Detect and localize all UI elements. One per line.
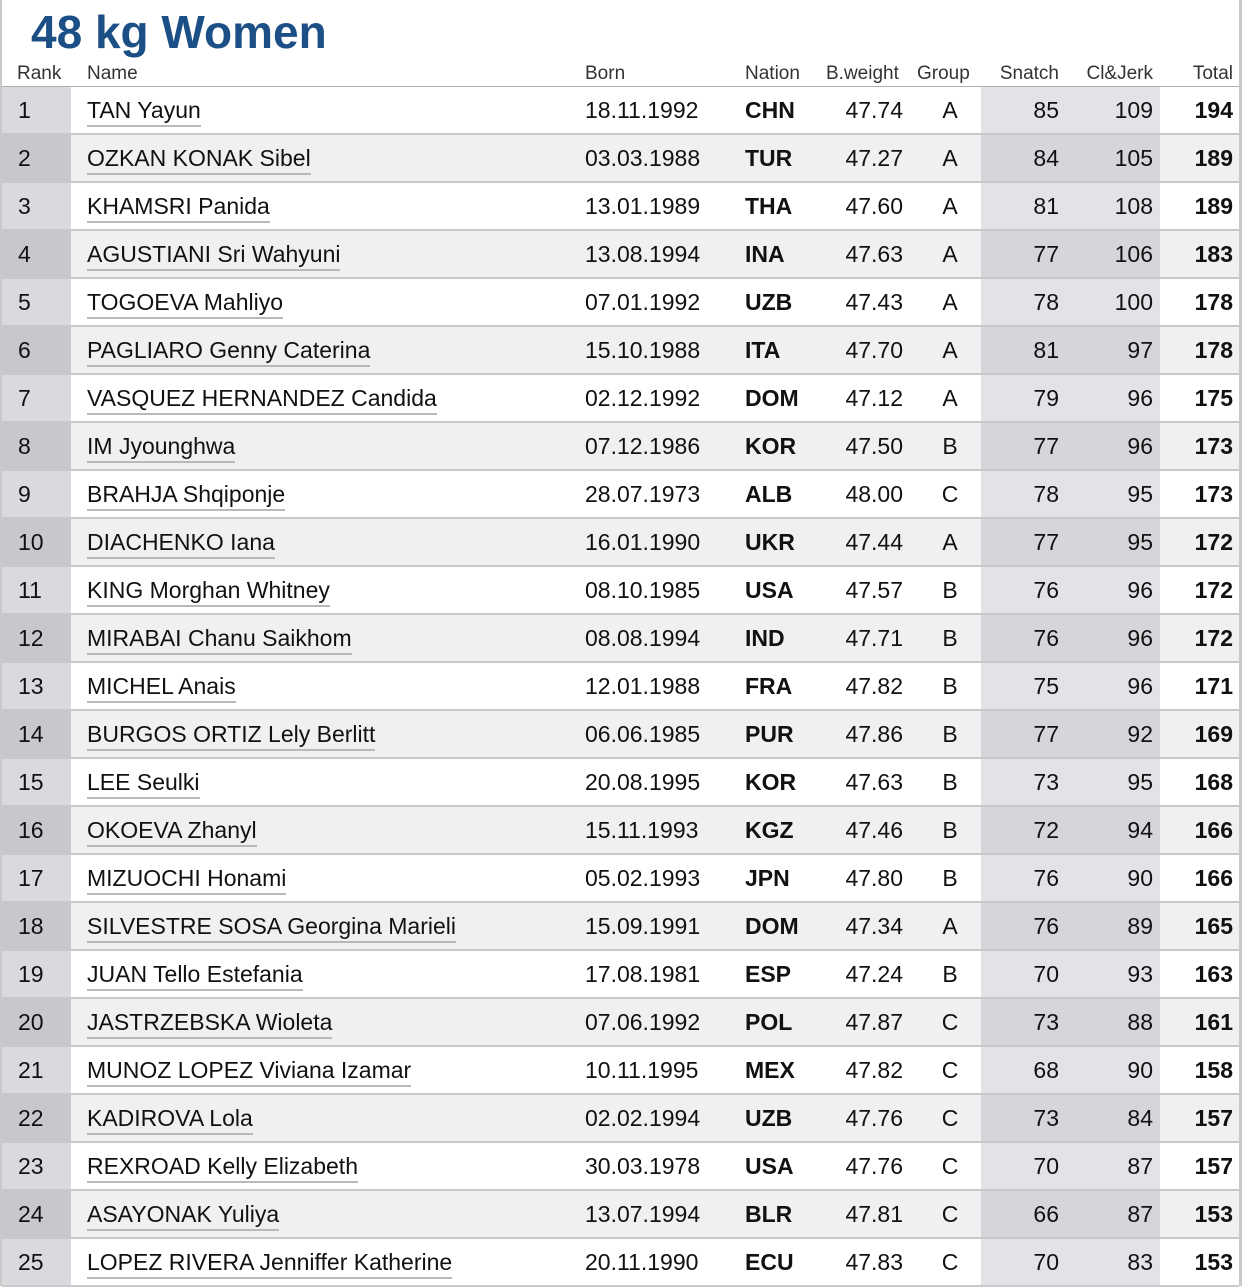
rank-cell: 14 bbox=[18, 721, 44, 747]
nation-cell: KGZ bbox=[745, 817, 794, 843]
rank-cell: 10 bbox=[18, 529, 44, 555]
athlete-name-cell bbox=[87, 903, 456, 949]
clean-jerk-cell: 105 bbox=[1114, 145, 1153, 171]
born-cell: 08.10.1985 bbox=[585, 577, 701, 603]
bodyweight-cell: 47.63 bbox=[845, 769, 903, 795]
group-cell: C bbox=[941, 1249, 959, 1275]
rank-cell: 11 bbox=[18, 577, 42, 603]
snatch-cell: 84 bbox=[1033, 145, 1059, 171]
bodyweight-cell: 47.12 bbox=[845, 385, 903, 411]
bodyweight-cell: 48.00 bbox=[845, 481, 903, 507]
total-cell: 161 bbox=[1194, 1009, 1233, 1035]
table-row bbox=[2, 567, 1239, 615]
rank-cell: 9 bbox=[18, 481, 31, 507]
born-cell: 17.08.1981 bbox=[585, 961, 701, 987]
header-group: Group bbox=[917, 63, 970, 84]
total-cell: 157 bbox=[1194, 1105, 1233, 1131]
clean-jerk-cell: 108 bbox=[1114, 193, 1153, 219]
athlete-name-cell bbox=[87, 615, 352, 661]
born-cell: 10.11.1995 bbox=[585, 1057, 699, 1083]
clean-jerk-cell: 84 bbox=[1127, 1105, 1153, 1131]
athlete-name-cell bbox=[87, 999, 332, 1045]
snatch-cell: 70 bbox=[1033, 961, 1059, 987]
snatch-cell: 75 bbox=[1033, 673, 1059, 699]
bodyweight-cell: 47.27 bbox=[845, 145, 903, 171]
bodyweight-cell: 47.43 bbox=[845, 289, 903, 315]
born-cell: 07.12.1986 bbox=[585, 433, 701, 459]
total-cell: 158 bbox=[1194, 1057, 1233, 1083]
table-row bbox=[2, 327, 1239, 375]
bodyweight-cell: 47.74 bbox=[845, 97, 903, 123]
group-cell: A bbox=[942, 385, 958, 411]
table-row bbox=[2, 951, 1239, 999]
athlete-name-link[interactable]: TOGOEVA Mahliyo bbox=[87, 289, 283, 319]
group-cell: B bbox=[942, 433, 958, 459]
table-row bbox=[2, 279, 1239, 327]
born-cell: 15.10.1988 bbox=[585, 337, 701, 363]
total-cell: 194 bbox=[1194, 97, 1233, 123]
snatch-cell: 78 bbox=[1033, 289, 1059, 315]
bodyweight-cell: 47.50 bbox=[845, 433, 903, 459]
header-name: Name bbox=[87, 63, 138, 84]
athlete-name-link[interactable]: KHAMSRI Panida bbox=[87, 193, 270, 223]
group-cell: A bbox=[942, 193, 958, 219]
total-cell: 168 bbox=[1194, 769, 1233, 795]
athlete-name-cell bbox=[87, 711, 375, 757]
rank-cell: 23 bbox=[18, 1153, 44, 1179]
total-cell: 173 bbox=[1194, 481, 1233, 507]
total-cell: 172 bbox=[1194, 625, 1233, 651]
clean-jerk-cell: 92 bbox=[1127, 721, 1153, 747]
rank-cell: 19 bbox=[18, 961, 44, 987]
snatch-cell: 66 bbox=[1033, 1201, 1059, 1227]
table-row bbox=[2, 807, 1239, 855]
group-cell: A bbox=[942, 241, 958, 267]
row-rank-bg bbox=[2, 423, 71, 469]
born-cell: 06.06.1985 bbox=[585, 721, 701, 747]
clean-jerk-cell: 88 bbox=[1127, 1009, 1153, 1035]
header-cj: Cl&Jerk bbox=[1086, 63, 1153, 84]
athlete-name-cell bbox=[87, 1047, 411, 1093]
group-cell: B bbox=[942, 625, 958, 651]
table-row bbox=[2, 663, 1239, 711]
athlete-name-link[interactable]: MIRABAI Chanu Saikhom bbox=[87, 625, 352, 655]
snatch-cell: 81 bbox=[1033, 193, 1059, 219]
rank-cell: 22 bbox=[18, 1105, 44, 1131]
clean-jerk-cell: 96 bbox=[1127, 577, 1153, 603]
bodyweight-cell: 47.46 bbox=[845, 817, 903, 843]
group-cell: B bbox=[942, 577, 958, 603]
bodyweight-cell: 47.34 bbox=[845, 913, 903, 939]
rank-cell: 12 bbox=[18, 625, 44, 651]
clean-jerk-cell: 96 bbox=[1127, 673, 1153, 699]
table-row bbox=[2, 1047, 1239, 1095]
nation-cell: FRA bbox=[745, 673, 793, 699]
born-cell: 07.06.1992 bbox=[585, 1009, 701, 1035]
clean-jerk-cell: 106 bbox=[1114, 241, 1153, 267]
row-rank-bg bbox=[2, 135, 71, 181]
bodyweight-cell: 47.76 bbox=[845, 1105, 903, 1131]
page-title: 48 kg Women bbox=[31, 6, 327, 58]
rank-cell: 1 bbox=[18, 97, 31, 123]
rank-cell: 5 bbox=[18, 289, 31, 315]
bodyweight-cell: 47.57 bbox=[845, 577, 903, 603]
group-cell: B bbox=[942, 961, 958, 987]
born-cell: 08.08.1994 bbox=[585, 625, 701, 651]
total-cell: 163 bbox=[1194, 961, 1233, 987]
rank-cell: 7 bbox=[18, 385, 31, 411]
bodyweight-cell: 47.83 bbox=[845, 1249, 903, 1275]
athlete-name-link[interactable]: ASAYONAK Yuliya bbox=[87, 1201, 279, 1231]
athlete-name-cell bbox=[87, 1191, 279, 1237]
group-cell: A bbox=[942, 97, 958, 123]
born-cell: 13.01.1989 bbox=[585, 193, 701, 219]
snatch-cell: 79 bbox=[1033, 385, 1059, 411]
table-row bbox=[2, 1239, 1239, 1287]
athlete-name-cell bbox=[87, 1095, 253, 1141]
born-cell: 07.01.1992 bbox=[585, 289, 701, 315]
athlete-name-cell bbox=[87, 423, 235, 469]
athlete-name-cell bbox=[87, 951, 303, 997]
athlete-name-link[interactable]: AGUSTIANI Sri Wahyuni bbox=[87, 241, 340, 271]
bodyweight-cell: 47.81 bbox=[845, 1201, 903, 1227]
row-rank-bg bbox=[2, 87, 71, 133]
clean-jerk-cell: 89 bbox=[1127, 913, 1153, 939]
born-cell: 05.02.1993 bbox=[585, 865, 701, 891]
nation-cell: ECU bbox=[745, 1249, 794, 1275]
rank-cell: 8 bbox=[18, 433, 31, 459]
rank-cell: 18 bbox=[18, 913, 44, 939]
athlete-name-link[interactable]: JUAN Tello Estefania bbox=[87, 961, 303, 991]
rank-cell: 16 bbox=[18, 817, 44, 843]
group-cell: C bbox=[941, 1153, 959, 1179]
row-rank-bg bbox=[2, 183, 71, 229]
athlete-name-cell bbox=[87, 759, 200, 805]
nation-cell: THA bbox=[745, 193, 793, 219]
nation-cell: KOR bbox=[745, 433, 797, 459]
bodyweight-cell: 47.70 bbox=[845, 337, 903, 363]
clean-jerk-cell: 96 bbox=[1127, 433, 1153, 459]
group-cell: C bbox=[941, 1201, 959, 1227]
athlete-name-cell bbox=[87, 855, 286, 901]
group-cell: B bbox=[942, 817, 958, 843]
total-cell: 153 bbox=[1194, 1249, 1233, 1275]
nation-cell: UZB bbox=[745, 289, 793, 315]
nation-cell: KOR bbox=[745, 769, 797, 795]
snatch-cell: 70 bbox=[1033, 1249, 1059, 1275]
total-cell: 178 bbox=[1194, 337, 1233, 363]
nation-cell: POL bbox=[745, 1009, 793, 1035]
header-rank: Rank bbox=[17, 63, 62, 84]
nation-cell: INA bbox=[745, 241, 785, 267]
rank-cell: 13 bbox=[18, 673, 44, 699]
clean-jerk-cell: 95 bbox=[1127, 481, 1153, 507]
rank-cell: 4 bbox=[18, 241, 31, 267]
athlete-name-link[interactable]: LOPEZ RIVERA Jenniffer Katherine bbox=[87, 1249, 452, 1279]
total-cell: 172 bbox=[1194, 529, 1233, 555]
clean-jerk-cell: 83 bbox=[1127, 1249, 1153, 1275]
born-cell: 03.03.1988 bbox=[585, 145, 701, 171]
athlete-name-link[interactable]: OKOEVA Zhanyl bbox=[87, 817, 257, 847]
table-row bbox=[2, 135, 1239, 183]
table-row bbox=[2, 759, 1239, 807]
table-row bbox=[2, 231, 1239, 279]
clean-jerk-cell: 93 bbox=[1127, 961, 1153, 987]
born-cell: 15.09.1991 bbox=[585, 913, 701, 939]
results-table bbox=[2, 87, 1239, 1287]
snatch-cell: 70 bbox=[1033, 1153, 1059, 1179]
header-total: Total bbox=[1192, 63, 1233, 84]
clean-jerk-cell: 87 bbox=[1127, 1201, 1153, 1227]
born-cell: 15.11.1993 bbox=[585, 817, 699, 843]
clean-jerk-cell: 95 bbox=[1127, 529, 1153, 555]
athlete-name-link[interactable]: KADIROVA Lola bbox=[87, 1105, 253, 1135]
snatch-cell: 72 bbox=[1033, 817, 1059, 843]
header-nation: Nation bbox=[745, 63, 800, 84]
table-row bbox=[2, 423, 1239, 471]
group-cell: C bbox=[941, 1009, 959, 1035]
athlete-name-link[interactable]: VASQUEZ HERNANDEZ Candida bbox=[87, 385, 437, 415]
athlete-name-cell bbox=[87, 279, 283, 325]
group-cell: A bbox=[942, 529, 958, 555]
rank-cell: 21 bbox=[18, 1057, 44, 1083]
athlete-name-cell bbox=[87, 135, 311, 181]
clean-jerk-cell: 95 bbox=[1127, 769, 1153, 795]
snatch-cell: 77 bbox=[1033, 721, 1059, 747]
rank-cell: 3 bbox=[18, 193, 31, 219]
athlete-name-link[interactable]: SILVESTRE SOSA Georgina Marieli bbox=[87, 913, 456, 943]
row-rank-bg bbox=[2, 375, 71, 421]
clean-jerk-cell: 87 bbox=[1127, 1153, 1153, 1179]
athlete-name-cell bbox=[87, 807, 257, 853]
group-cell: A bbox=[942, 913, 958, 939]
table-row bbox=[2, 87, 1239, 135]
total-cell: 189 bbox=[1194, 145, 1233, 171]
athlete-name-cell bbox=[87, 663, 236, 709]
athlete-name-link[interactable]: MIZUOCHI Honami bbox=[87, 865, 286, 895]
bodyweight-cell: 47.24 bbox=[845, 961, 903, 987]
total-cell: 166 bbox=[1194, 865, 1233, 891]
snatch-cell: 76 bbox=[1033, 625, 1059, 651]
nation-cell: USA bbox=[745, 577, 794, 603]
clean-jerk-cell: 96 bbox=[1127, 625, 1153, 651]
athlete-name-link[interactable]: BRAHJA Shqiponje bbox=[87, 481, 285, 511]
nation-cell: USA bbox=[745, 1153, 794, 1179]
nation-cell: MEX bbox=[745, 1057, 795, 1083]
bodyweight-cell: 47.76 bbox=[845, 1153, 903, 1179]
total-cell: 165 bbox=[1194, 913, 1233, 939]
athlete-name-cell bbox=[87, 1143, 358, 1189]
table-row bbox=[2, 855, 1239, 903]
snatch-cell: 73 bbox=[1033, 1009, 1059, 1035]
nation-cell: ESP bbox=[745, 961, 792, 987]
athlete-name-link[interactable]: LEE Seulki bbox=[87, 769, 200, 799]
bodyweight-cell: 47.82 bbox=[845, 673, 903, 699]
total-cell: 173 bbox=[1194, 433, 1233, 459]
table-row bbox=[2, 471, 1239, 519]
snatch-cell: 77 bbox=[1033, 433, 1059, 459]
total-cell: 175 bbox=[1194, 385, 1233, 411]
total-cell: 183 bbox=[1194, 241, 1233, 267]
snatch-cell: 73 bbox=[1033, 1105, 1059, 1131]
born-cell: 12.01.1988 bbox=[585, 673, 701, 699]
athlete-name-cell bbox=[87, 1239, 452, 1285]
nation-cell: DOM bbox=[745, 913, 799, 939]
group-cell: B bbox=[942, 721, 958, 747]
nation-cell: BLR bbox=[745, 1201, 793, 1227]
table-row bbox=[2, 615, 1239, 663]
group-cell: B bbox=[942, 673, 958, 699]
athlete-name-link[interactable]: DIACHENKO Iana bbox=[87, 529, 275, 559]
athlete-name-link[interactable]: TAN Yayun bbox=[87, 97, 201, 127]
athlete-name-link[interactable]: IM Jyounghwa bbox=[87, 433, 235, 463]
snatch-cell: 77 bbox=[1033, 529, 1059, 555]
total-cell: 171 bbox=[1194, 673, 1233, 699]
snatch-cell: 77 bbox=[1033, 241, 1059, 267]
table-row bbox=[2, 375, 1239, 423]
group-cell: A bbox=[942, 337, 958, 363]
bodyweight-cell: 47.60 bbox=[845, 193, 903, 219]
total-cell: 178 bbox=[1194, 289, 1233, 315]
athlete-name-cell bbox=[87, 183, 270, 229]
clean-jerk-cell: 109 bbox=[1114, 97, 1153, 123]
rank-cell: 2 bbox=[18, 145, 31, 171]
rank-cell: 24 bbox=[18, 1201, 44, 1227]
total-cell: 153 bbox=[1194, 1201, 1233, 1227]
nation-cell: DOM bbox=[745, 385, 799, 411]
nation-cell: IND bbox=[745, 625, 785, 651]
header-born: Born bbox=[585, 63, 626, 84]
table-row bbox=[2, 711, 1239, 759]
athlete-name-cell bbox=[87, 471, 285, 517]
athlete-name-link[interactable]: MUNOZ LOPEZ Viviana Izamar bbox=[87, 1057, 411, 1087]
athlete-name-cell bbox=[87, 327, 370, 373]
nation-cell: ALB bbox=[745, 481, 793, 507]
rank-cell: 20 bbox=[18, 1009, 44, 1035]
table-row bbox=[2, 1143, 1239, 1191]
header-snatch: Snatch bbox=[999, 63, 1059, 84]
snatch-cell: 81 bbox=[1033, 337, 1059, 363]
total-cell: 157 bbox=[1194, 1153, 1233, 1179]
bodyweight-cell: 47.86 bbox=[845, 721, 903, 747]
snatch-cell: 73 bbox=[1033, 769, 1059, 795]
athlete-name-cell bbox=[87, 567, 330, 613]
born-cell: 02.12.1992 bbox=[585, 385, 701, 411]
clean-jerk-cell: 100 bbox=[1114, 289, 1153, 315]
nation-cell: PUR bbox=[745, 721, 794, 747]
athlete-name-link[interactable]: PAGLIARO Genny Caterina bbox=[87, 337, 370, 367]
table-row bbox=[2, 1095, 1239, 1143]
bodyweight-cell: 47.63 bbox=[845, 241, 903, 267]
group-cell: A bbox=[942, 289, 958, 315]
nation-cell: UKR bbox=[745, 529, 795, 555]
born-cell: 30.03.1978 bbox=[585, 1153, 701, 1179]
born-cell: 13.07.1994 bbox=[585, 1201, 701, 1227]
nation-cell: ITA bbox=[745, 337, 781, 363]
snatch-cell: 78 bbox=[1033, 481, 1059, 507]
snatch-cell: 76 bbox=[1033, 577, 1059, 603]
bodyweight-cell: 47.87 bbox=[845, 1009, 903, 1035]
group-cell: B bbox=[942, 865, 958, 891]
rank-cell: 17 bbox=[18, 865, 44, 891]
total-cell: 169 bbox=[1194, 721, 1233, 747]
row-rank-bg bbox=[2, 279, 71, 325]
clean-jerk-cell: 90 bbox=[1127, 1057, 1153, 1083]
athlete-name-link[interactable]: MICHEL Anais bbox=[87, 673, 236, 703]
clean-jerk-cell: 96 bbox=[1127, 385, 1153, 411]
rank-cell: 6 bbox=[18, 337, 31, 363]
table-row bbox=[2, 999, 1239, 1047]
table-row bbox=[2, 519, 1239, 567]
total-cell: 189 bbox=[1194, 193, 1233, 219]
group-cell: C bbox=[941, 481, 959, 507]
born-cell: 02.02.1994 bbox=[585, 1105, 701, 1131]
group-cell: C bbox=[941, 1057, 959, 1083]
clean-jerk-cell: 94 bbox=[1127, 817, 1153, 843]
born-cell: 13.08.1994 bbox=[585, 241, 701, 267]
athlete-name-link[interactable]: OZKAN KONAK Sibel bbox=[87, 145, 311, 175]
snatch-cell: 76 bbox=[1033, 865, 1059, 891]
clean-jerk-cell: 97 bbox=[1127, 337, 1153, 363]
nation-cell: CHN bbox=[745, 97, 795, 123]
born-cell: 20.08.1995 bbox=[585, 769, 701, 795]
athlete-name-cell bbox=[87, 375, 437, 421]
nation-cell: JPN bbox=[745, 865, 790, 891]
table-row bbox=[2, 903, 1239, 951]
born-cell: 18.11.1992 bbox=[585, 97, 699, 123]
athlete-name-link[interactable]: BURGOS ORTIZ Lely Berlitt bbox=[87, 721, 375, 751]
nation-cell: TUR bbox=[745, 145, 793, 171]
table-row bbox=[2, 1191, 1239, 1239]
athlete-name-cell bbox=[87, 87, 201, 133]
row-rank-bg bbox=[2, 327, 71, 373]
born-cell: 20.11.1990 bbox=[585, 1249, 699, 1275]
row-rank-bg bbox=[2, 231, 71, 277]
snatch-cell: 76 bbox=[1033, 913, 1059, 939]
total-cell: 172 bbox=[1194, 577, 1233, 603]
born-cell: 16.01.1990 bbox=[585, 529, 701, 555]
bodyweight-cell: 47.71 bbox=[845, 625, 903, 651]
group-cell: C bbox=[941, 1105, 959, 1131]
group-cell: B bbox=[942, 769, 958, 795]
bodyweight-cell: 47.82 bbox=[845, 1057, 903, 1083]
header-bweight: B.weight bbox=[826, 63, 899, 84]
bodyweight-cell: 47.80 bbox=[845, 865, 903, 891]
table-row bbox=[2, 183, 1239, 231]
row-rank-bg bbox=[2, 471, 71, 517]
athlete-name-link[interactable]: REXROAD Kelly Elizabeth bbox=[87, 1153, 358, 1183]
total-cell: 166 bbox=[1194, 817, 1233, 843]
clean-jerk-cell: 90 bbox=[1127, 865, 1153, 891]
rank-cell: 25 bbox=[18, 1249, 44, 1275]
born-cell: 28.07.1973 bbox=[585, 481, 701, 507]
nation-cell: UZB bbox=[745, 1105, 793, 1131]
athlete-name-cell bbox=[87, 231, 340, 277]
snatch-cell: 68 bbox=[1033, 1057, 1059, 1083]
athlete-name-cell bbox=[87, 519, 275, 565]
group-cell: A bbox=[942, 145, 958, 171]
athlete-name-link[interactable]: KING Morghan Whitney bbox=[87, 577, 330, 607]
bodyweight-cell: 47.44 bbox=[845, 529, 903, 555]
athlete-name-link[interactable]: JASTRZEBSKA Wioleta bbox=[87, 1009, 332, 1039]
snatch-cell: 85 bbox=[1033, 97, 1059, 123]
rank-cell: 15 bbox=[18, 769, 44, 795]
